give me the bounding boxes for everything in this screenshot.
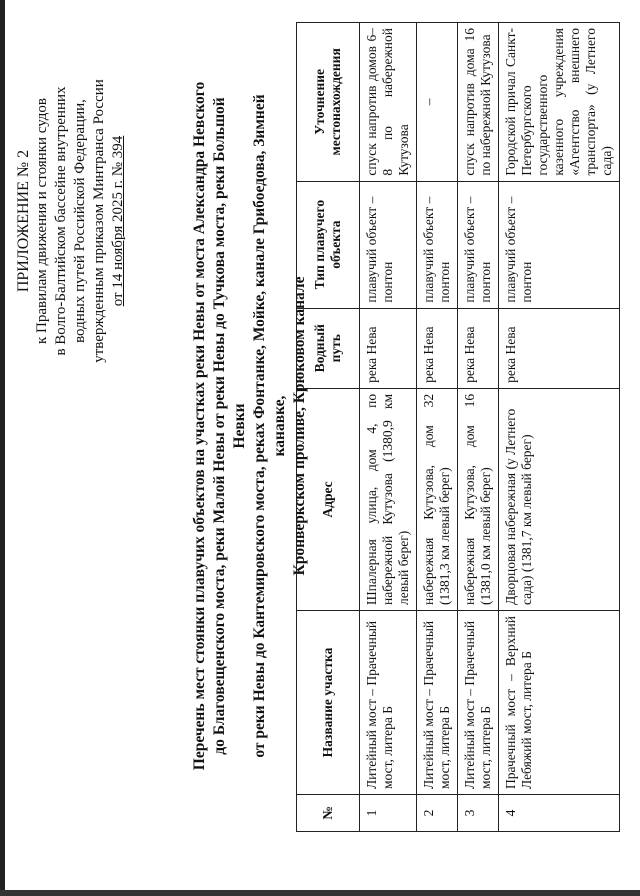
cell-waterway: река Нева xyxy=(458,308,499,388)
table-row xyxy=(360,23,417,832)
cell-location: спуск напротив домов 6–8 по набережной Кутузова xyxy=(360,23,417,182)
cell-num: 2 xyxy=(417,795,458,832)
cell-section: Литейный мост – Прачечный мост, литера Б xyxy=(360,611,417,795)
cell-waterway: река Нева xyxy=(499,308,620,388)
cell-section: Прачечный мост – Верхний Лебяжий мост, литера Б xyxy=(499,611,620,795)
document-title xyxy=(190,76,310,776)
title-line: от реки Невы до Кантемировского моста, реках Фонтанке, Мойке, канале Грибоедова, Зимней канавке, xyxy=(251,94,288,758)
header-section: Название участка xyxy=(297,611,360,795)
table-header-row xyxy=(297,23,360,832)
cell-num: 3 xyxy=(458,795,499,832)
title-line: Перечень мест стоянки плавучих объектов на участках реки Невы от моста Александра Невского xyxy=(191,81,208,771)
cell-num: 4 xyxy=(499,795,620,832)
cell-waterway: река Нева xyxy=(417,308,458,388)
appendix-line: утвержденным приказом Минтранса России xyxy=(91,79,107,363)
appendix-line: водных путей Российской Федерации, xyxy=(72,99,88,343)
header-address: Адрес xyxy=(297,388,360,610)
cell-location: – xyxy=(417,23,458,182)
cell-section: Литейный мост – Прачечный мост, литера Б xyxy=(417,611,458,795)
header-num: № xyxy=(297,795,360,832)
appendix-line: в Волго-Балтийском бассейне внутренних xyxy=(53,86,69,356)
header-waterway: Водный путь xyxy=(297,308,360,388)
cell-type: плавучий объект – понтон xyxy=(360,181,417,308)
appendix-order-date: от 14 ноября 2025 г. № 394 xyxy=(110,135,126,307)
cell-type: плавучий объект – понтон xyxy=(499,181,620,308)
cell-address: Дворцовая набережная (у Летнего сада) (1381,7 км левый берег) xyxy=(499,388,620,610)
moorings-table xyxy=(296,22,620,832)
cell-address: набережная Кутузова, дом 16 (1381,0 км левый берег) xyxy=(458,388,499,610)
table-row xyxy=(417,23,458,832)
header-type: Тип плавучего объекта xyxy=(297,181,360,308)
cell-address: Шпалерная улица, дом 4, по набережной Кутузова (1380,9 км левый берег) xyxy=(360,388,417,610)
title-line: Кронверкском проливе, Крюковом канале xyxy=(291,276,308,576)
cell-address: набережная Кутузова, дом 32 (1381,3 км левый берег) xyxy=(417,388,458,610)
cell-waterway: река Нева xyxy=(360,308,417,388)
appendix-header xyxy=(14,16,128,426)
cell-type: плавучий объект – понтон xyxy=(458,181,499,308)
header-location: Уточнение местонахождения xyxy=(297,23,360,182)
cell-num: 1 xyxy=(360,795,417,832)
cell-location: спуск напротив дома 16 по набережной Кутузова xyxy=(458,23,499,182)
appendix-line: к Правилам движения и стоянки судов xyxy=(34,97,50,345)
table-row xyxy=(458,23,499,832)
cell-location: Городской причал Санкт-Петербургского государственного казенного учреждения «Агентство внешнего транспорта» (у Летнего сада) xyxy=(499,23,620,182)
cell-section: Литейный мост – Прачечный мост, литера Б xyxy=(458,611,499,795)
appendix-number: ПРИЛОЖЕНИЕ № 2 xyxy=(15,149,32,293)
title-line: до Благовещенского моста, реки Малой Невы от реки Невы до Тучкова моста, реки Большой Невки xyxy=(211,97,248,755)
table-row xyxy=(499,23,620,832)
cell-type: плавучий объект – понтон xyxy=(417,181,458,308)
